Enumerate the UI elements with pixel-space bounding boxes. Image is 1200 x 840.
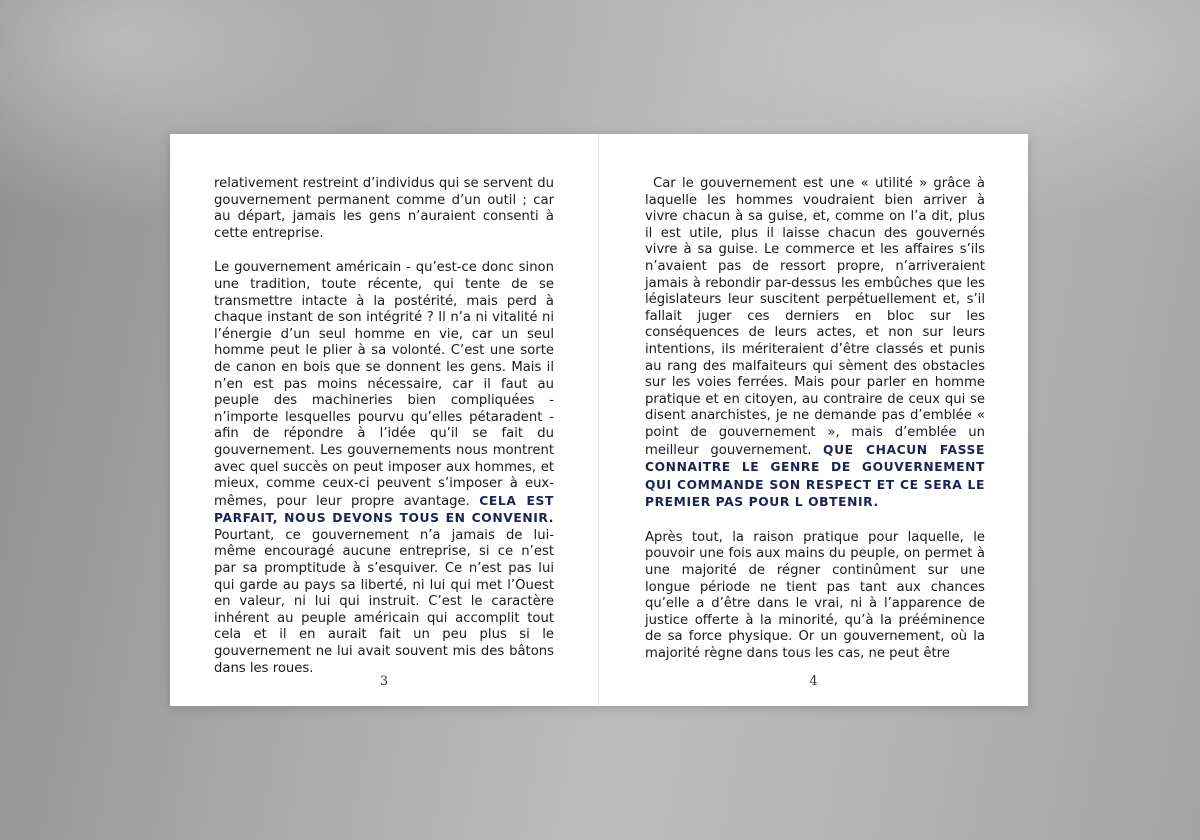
left-page (170, 134, 599, 706)
paragraph: Le gouvernement américain - qu’est-ce donc sinon une tradition, toute récente, qui tente de se transmettre intacte à la postérité, mais perd à chaque instant de son intégrité ? Il n’a ni vitalité ni l’énergie d’un seul homme en vie, car un seul homme peut le plier à sa volonté. C’est une sorte de canon en bois que se donnent les gens. Mais il n’en est pas moins nécessaire, car il faut au peuple des machineries bien compliquées - n’importe lesquelles pourvu qu’elles pétaradent - afin de répondre à l’idée qu’il se fait du gouvernement. Les gouvernements nous montrent avec quel succès on peut imposer aux hommes, et mieux, comme ceux-ci peuvent s’imposer à eux-mêmes, pour leur propre avantage. CELA EST PARFAIT, NOUS DEVONS TOUS EN CONVENIR. Pourtant, ce gouvernement n’a jamais de lui-même encouragé aucune entreprise, si ce n’est par sa promptitude à s’esquiver. Ce n’est pas lui qui garde au pays sa liberté, ni lui qui met l’Ouest en valeur, ni lui qui instruit. C’est le caractère inhérent au peuple américain qui accomplit tout cela et il en aurait fait un peu plus si le gouvernement ne lui avait souvent mis des bâtons dans les roues. (214, 260, 554, 676)
paragraph: relativement restreint d’individus qui se servent du gouvernement permanent comme d’un outil ; car au départ, jamais les gens n’auraient consenti à cette entreprise. (214, 176, 554, 241)
page-number: 4 (809, 674, 818, 689)
highlight-quote: CELA EST PARFAIT, NOUS DEVONS TOUS EN CONVENIR. (214, 493, 554, 526)
page-number: 3 (379, 674, 389, 689)
book-spread (170, 134, 1028, 706)
right-page-body (645, 176, 985, 681)
paragraph: Après tout, la raison pratique pour laquelle, le pouvoir une fois aux mains du peuple, on permet à une majorité de régner continûment sur une longue période ne tient pas tant aux chances qu’elle a d’être dans le vrai, ni à l’apparence de justice offerte à la minorité, qu’à la prééminence de sa force physique. Or un gouvernement, où la majorité règne dans tous les cas, ne peut être (645, 529, 985, 662)
right-page (599, 134, 1028, 706)
highlight-quote: QUE CHACUN FASSE CONNAITRE LE GENRE DE GOUVERNEMENT QUI COMMANDE SON RESPECT ET CE SERA LE PREMIER PAS POUR L OBTENIR. (645, 442, 985, 510)
left-page-body (214, 176, 554, 695)
paragraph: Car le gouvernement est une « utilité » grâce à laquelle les hommes voudraient bien arriver à vivre chacun à sa guise, et, comme on l’a dit, plus il est utile, plus il laisse chacun des gouvernés vivre à sa guise. Le commerce et les affaires s’ils n’avaient pas de ressort propre, n’arriveraient jamais à rebondir par-dessus les embûches que les législateurs leur suscitent perpétuellement et, s’il fallait juger ces derniers en bloc sur les conséquences de leurs actes, et non sur leurs intentions, ils mériteraient d’être classés et punis au rang des malfaiteurs qui sèment des obstacles sur les voies ferrées. Mais pour parler en homme pratique et en citoyen, au contraire de ceux qui se disent anarchistes, je ne demande pas d’emblée « point de gouvernement », mais d’emblée un meilleur gouvernement. QUE CHACUN FASSE CONNAITRE LE GENRE DE GOUVERNEMENT QUI COMMANDE SON RESPECT ET CE SERA LE PREMIER PAS POUR L OBTENIR. (645, 176, 985, 510)
